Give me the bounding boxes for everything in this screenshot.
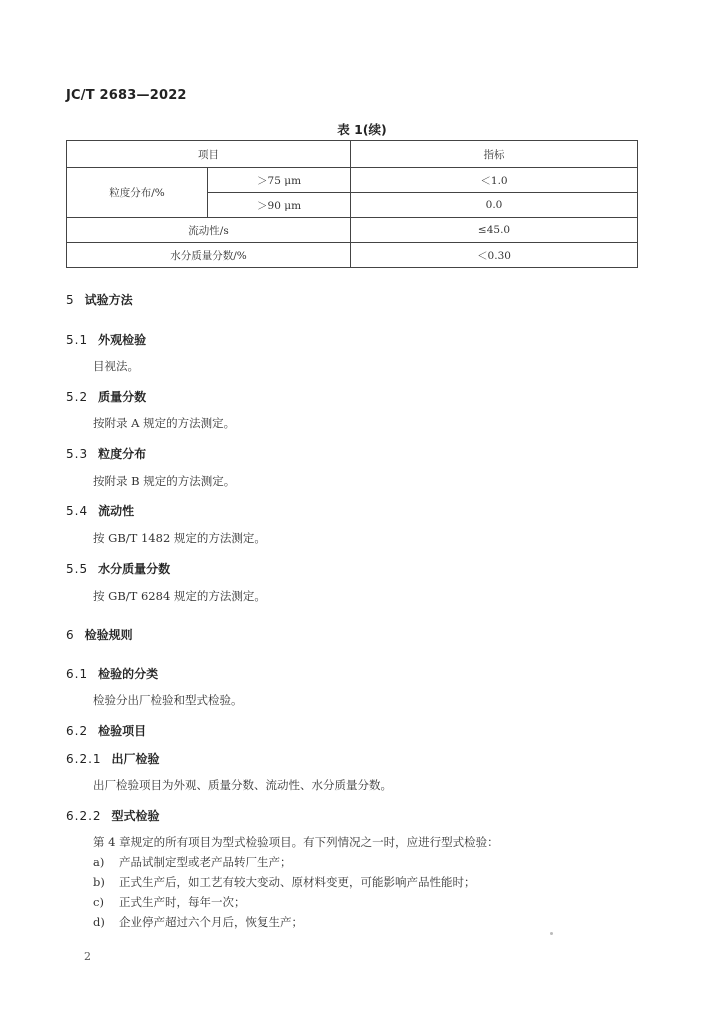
section-6-heading [66, 626, 133, 643]
section-title: 质量分数 [98, 390, 147, 404]
table-header-row [67, 141, 638, 168]
section-title: 出厂检验 [111, 752, 160, 766]
section-5-2-text: 按附录 A 规定的方法测定。 [93, 416, 236, 430]
particle-75-value-cell: ＜1.0 [351, 168, 638, 193]
section-title: 水分质量分数 [98, 562, 171, 576]
section-title: 型式检验 [111, 809, 160, 823]
list-label: b) [93, 875, 105, 889]
section-number: 6.2.1 [66, 752, 102, 766]
table-row [67, 168, 638, 193]
list-item [93, 914, 303, 930]
section-5-heading [66, 291, 133, 308]
list-item [93, 894, 246, 910]
section-5-1-heading [66, 331, 146, 348]
section-number: 6.2 [66, 724, 89, 738]
section-title: 检验规则 [84, 628, 133, 642]
section-6-1-heading [66, 665, 158, 682]
moisture-label-cell: 水分质量分数/% [67, 243, 351, 268]
section-number: 5.4 [66, 504, 89, 518]
section-number: 6 [66, 628, 75, 642]
section-number: 5.3 [66, 447, 89, 461]
section-number: 5.1 [66, 333, 89, 347]
section-title: 检验的分类 [98, 667, 159, 681]
particle-90-value-cell: 0.0 [351, 193, 638, 218]
section-number: 5.2 [66, 390, 89, 404]
section-title: 试验方法 [84, 293, 133, 307]
section-5-2-heading [66, 388, 146, 405]
column-header-item: 项目 [67, 141, 351, 168]
table-row [67, 218, 638, 243]
section-5-1-text: 目视法。 [93, 359, 139, 373]
table-title: 表 1(续) [337, 122, 387, 137]
list-text: 正式生产时，每年一次； [119, 895, 246, 909]
list-text: 企业停产超过六个月后，恢复生产； [119, 915, 303, 929]
section-6-2-2-heading [66, 807, 160, 824]
list-label: a) [93, 855, 105, 869]
section-number: 5 [66, 293, 75, 307]
list-label: c) [93, 895, 104, 909]
section-6-2-1-heading [66, 750, 160, 767]
particle-75-cell: ＞75 μm [208, 168, 351, 193]
standard-code: JC/T 2683—2022 [66, 88, 187, 103]
section-title: 检验项目 [98, 724, 147, 738]
section-5-3-text: 按附录 B 规定的方法测定。 [93, 474, 236, 488]
list-item [93, 874, 476, 890]
section-6-1-text: 检验分出厂检验和型式检验。 [93, 693, 243, 707]
particle-label-cell: 粒度分布/% [67, 168, 208, 218]
section-6-2-heading [66, 722, 146, 739]
section-title: 流动性 [98, 504, 135, 518]
section-5-4-heading [66, 502, 134, 519]
section-number: 5.5 [66, 562, 89, 576]
moisture-value-cell: ＜0.30 [351, 243, 638, 268]
section-6-2-2-text: 第 4 章规定的所有项目为型式检验项目。有下列情况之一时，应进行型式检验： [93, 835, 499, 849]
flow-value-cell: ≤45.0 [351, 218, 638, 243]
page-number: 2 [84, 950, 91, 963]
list-item [93, 854, 292, 870]
section-5-4-text: 按 GB/T 1482 规定的方法测定。 [93, 531, 266, 545]
spec-table [66, 140, 638, 268]
section-5-3-heading [66, 445, 146, 462]
section-5-5-heading [66, 560, 170, 577]
flow-label-cell: 流动性/s [67, 218, 351, 243]
table-row [67, 243, 638, 268]
list-text: 产品试制定型或老产品转厂生产； [119, 855, 292, 869]
scan-speck [550, 932, 553, 935]
column-header-value: 指标 [351, 141, 638, 168]
section-6-2-1-text: 出厂检验项目为外观、质量分数、流动性、水分质量分数。 [93, 778, 392, 792]
section-5-5-text: 按 GB/T 6284 规定的方法测定。 [93, 589, 266, 603]
list-text: 正式生产后，如工艺有较大变动、原材料变更，可能影响产品性能时； [119, 875, 476, 889]
section-number: 6.1 [66, 667, 89, 681]
particle-90-cell: ＞90 μm [208, 193, 351, 218]
list-label: d) [93, 915, 105, 929]
section-title: 粒度分布 [98, 447, 147, 461]
section-title: 外观检验 [98, 333, 147, 347]
section-number: 6.2.2 [66, 809, 102, 823]
